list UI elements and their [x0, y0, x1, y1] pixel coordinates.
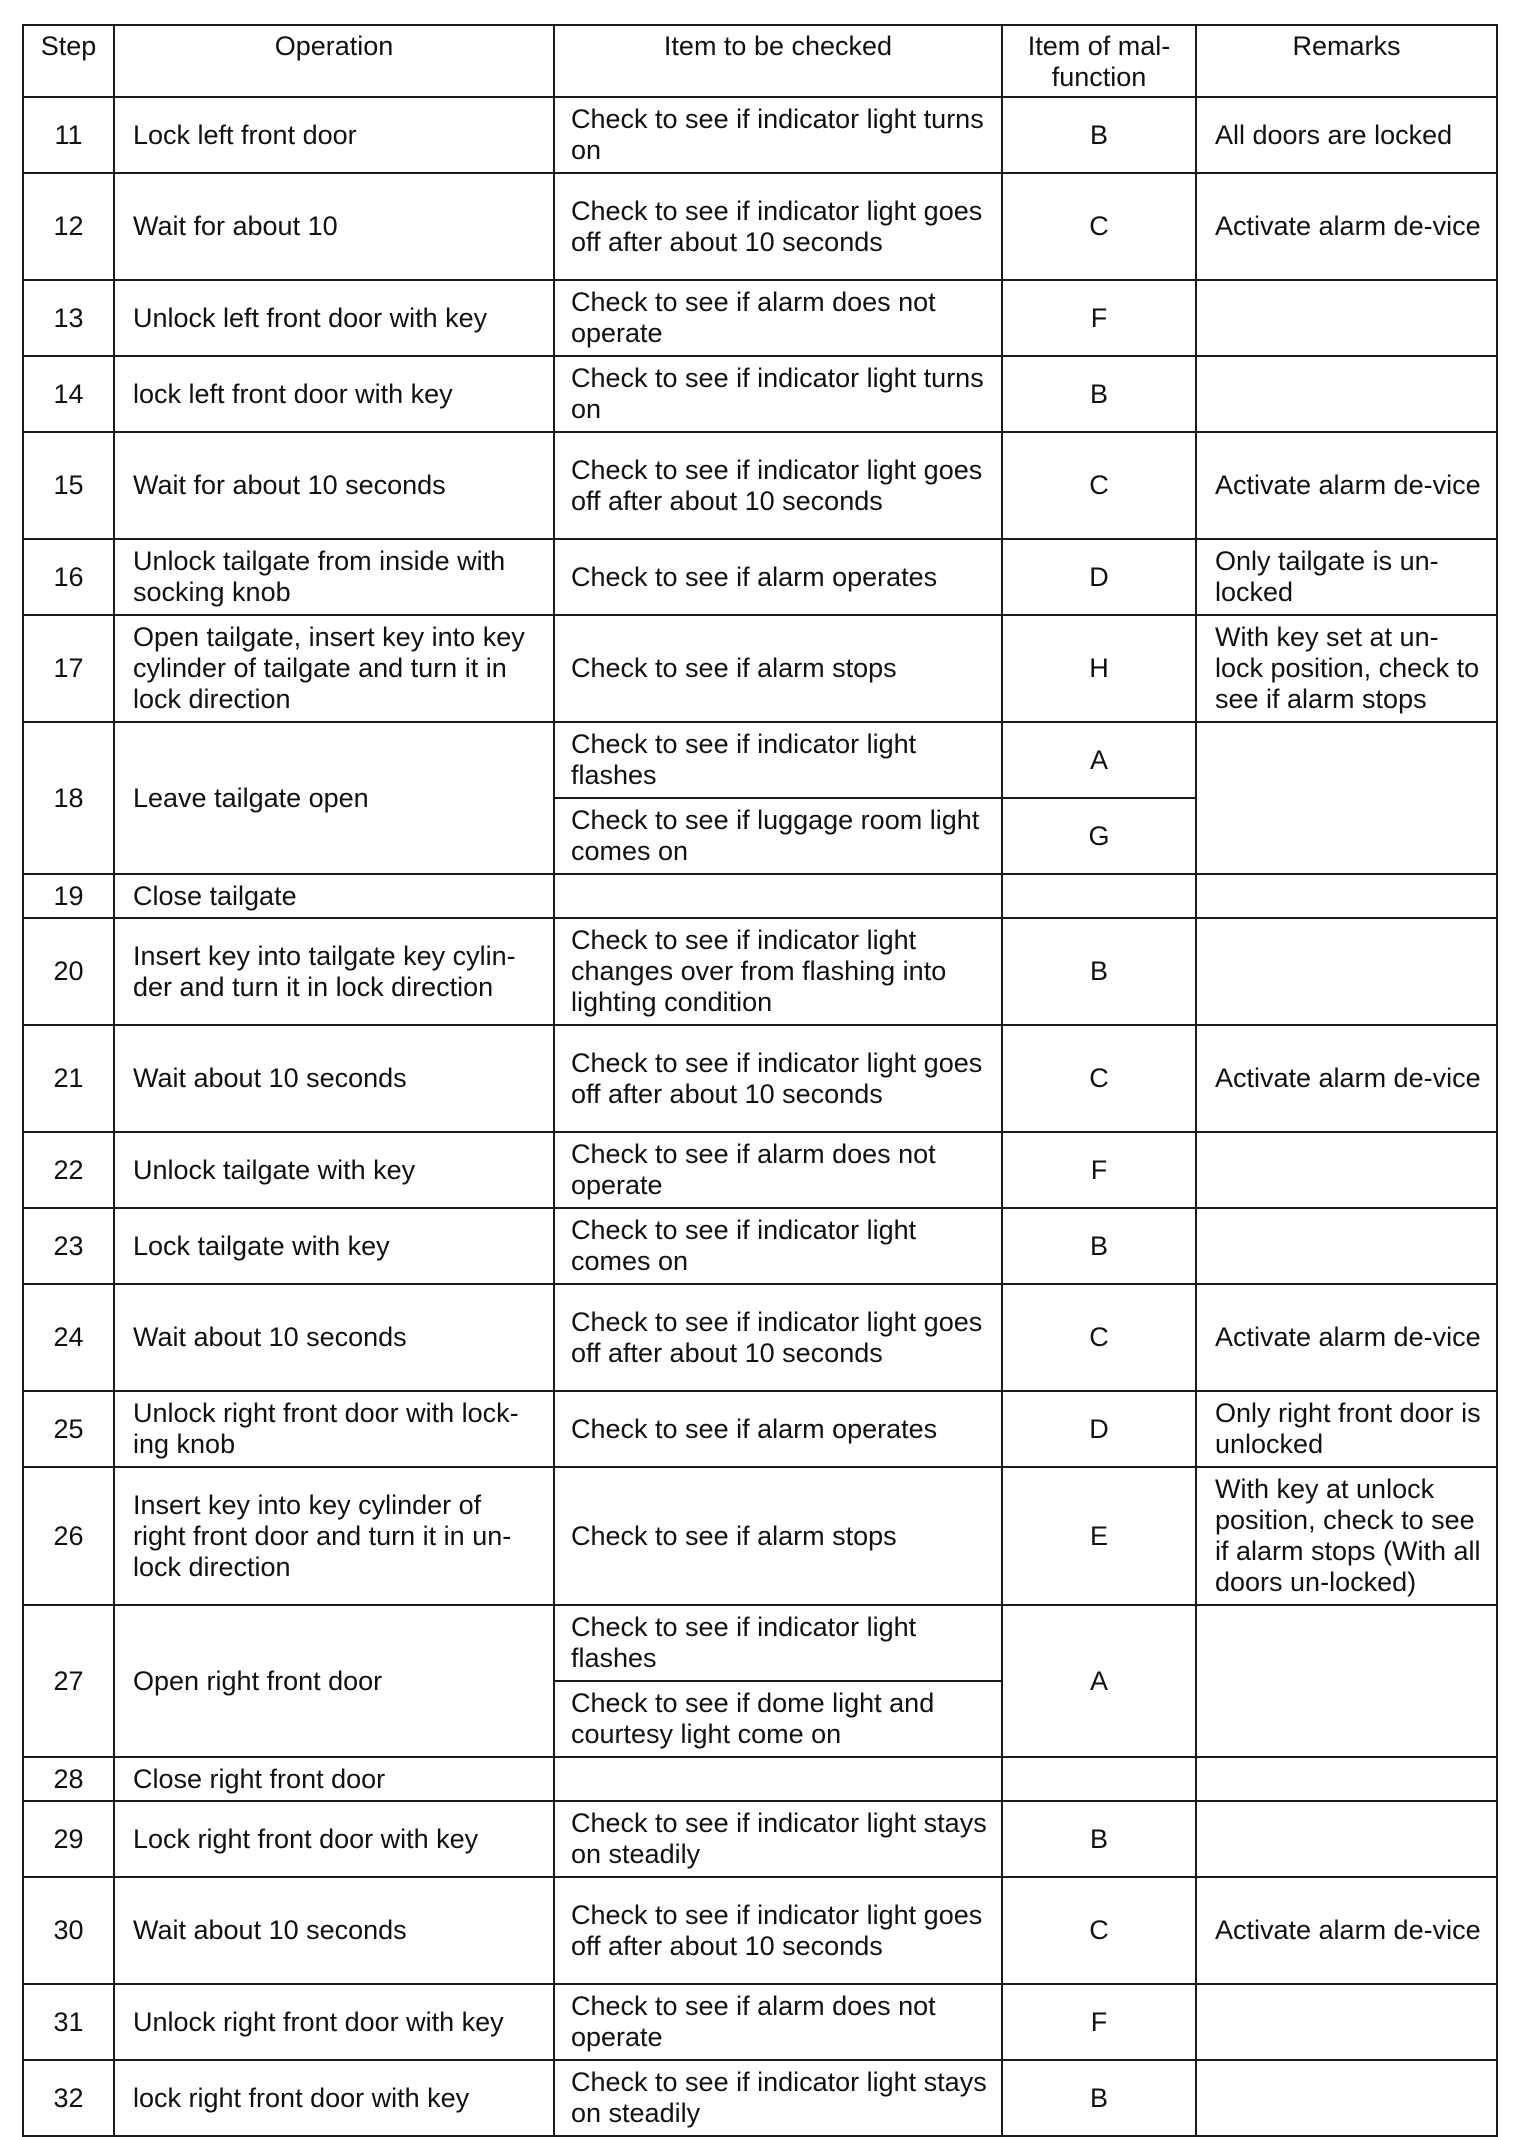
malfunction-cell: G: [1002, 798, 1196, 874]
malfunction-cell: A: [1002, 1605, 1196, 1757]
remarks-cell: Activate alarm de-vice: [1196, 1877, 1497, 1984]
malfunction-cell: B: [1002, 918, 1196, 1025]
check-cell: Check to see if indicator light turns on: [554, 97, 1002, 173]
operation-cell: Wait for about 10: [114, 173, 554, 280]
malfunction-cell: F: [1002, 280, 1196, 356]
operation-cell: Lock tailgate with key: [114, 1208, 554, 1284]
malfunction-cell: [1002, 1757, 1196, 1801]
malfunction-cell: D: [1002, 539, 1196, 615]
check-cell: Check to see if indicator light comes on: [554, 1208, 1002, 1284]
step-cell: 12: [23, 173, 114, 280]
table-row: [23, 1984, 1497, 2060]
operation-cell: lock left front door with key: [114, 356, 554, 432]
malfunction-cell: A: [1002, 722, 1196, 798]
table-row: [23, 1391, 1497, 1467]
table-row: [23, 97, 1497, 173]
remarks-cell: Activate alarm de-vice: [1196, 173, 1497, 280]
check-cell: Check to see if alarm does not operate: [554, 1984, 1002, 2060]
remarks-cell: Only right front door is unlocked: [1196, 1391, 1497, 1467]
table-row: [23, 1208, 1497, 1284]
step-cell: 23: [23, 1208, 114, 1284]
check-cell: Check to see if alarm stops: [554, 615, 1002, 722]
operation-cell: Wait for about 10 seconds: [114, 432, 554, 539]
table-row: [23, 1132, 1497, 1208]
remarks-cell: [1196, 1605, 1497, 1757]
operation-cell: Insert key into key cylinder of right front door and turn it in un-lock direction: [114, 1467, 554, 1605]
malfunction-cell: C: [1002, 1877, 1196, 1984]
remarks-cell: With key at unlock position, check to see if alarm stops (With all doors un-locked): [1196, 1467, 1497, 1605]
operation-cell: Leave tailgate open: [114, 722, 554, 874]
remarks-cell: Activate alarm de-vice: [1196, 432, 1497, 539]
malfunction-cell: C: [1002, 432, 1196, 539]
table-row: [23, 1467, 1497, 1605]
remarks-cell: With key set at un-lock position, check to see if alarm stops: [1196, 615, 1497, 722]
operation-cell: Close tailgate: [114, 874, 554, 918]
malfunction-cell: B: [1002, 2060, 1196, 2136]
remarks-cell: [1196, 1132, 1497, 1208]
table-row: [23, 918, 1497, 1025]
check-cell: Check to see if indicator light goes off after about 10 seconds: [554, 1284, 1002, 1391]
malfunction-cell: F: [1002, 1984, 1196, 2060]
table-row: [23, 432, 1497, 539]
header-operation: Operation: [114, 25, 554, 97]
remarks-cell: [1196, 280, 1497, 356]
header-item-to-be-checked: Item to be checked: [554, 25, 1002, 97]
check-cell: Check to see if indicator light goes off after about 10 seconds: [554, 432, 1002, 539]
operation-cell: Lock left front door: [114, 97, 554, 173]
table-row: [23, 1284, 1497, 1391]
step-cell: 17: [23, 615, 114, 722]
table-row: [23, 1877, 1497, 1984]
check-cell: Check to see if dome light and courtesy light come on: [554, 1681, 1002, 1757]
step-cell: 32: [23, 2060, 114, 2136]
inspection-table-container: [22, 24, 1498, 2137]
step-cell: 16: [23, 539, 114, 615]
table-row: [23, 539, 1497, 615]
check-cell: Check to see if indicator light goes off after about 10 seconds: [554, 1025, 1002, 1132]
remarks-cell: [1196, 1984, 1497, 2060]
remarks-cell: [1196, 1801, 1497, 1877]
step-cell: 26: [23, 1467, 114, 1605]
operation-cell: Open tailgate, insert key into key cylinder of tailgate and turn it in lock direction: [114, 615, 554, 722]
step-cell: 18: [23, 722, 114, 874]
header-remarks: Remarks: [1196, 25, 1497, 97]
check-cell: Check to see if indicator light flashes: [554, 722, 1002, 798]
header-item-of-malfunction: Item of mal-function: [1002, 25, 1196, 97]
step-cell: 13: [23, 280, 114, 356]
step-cell: 14: [23, 356, 114, 432]
inspection-table: [22, 24, 1498, 2137]
remarks-cell: All doors are locked: [1196, 97, 1497, 173]
malfunction-cell: E: [1002, 1467, 1196, 1605]
operation-cell: Unlock right front door with lock-ing knob: [114, 1391, 554, 1467]
header-step: Step: [23, 25, 114, 97]
malfunction-cell: B: [1002, 1208, 1196, 1284]
remarks-cell: [1196, 722, 1497, 874]
step-cell: 24: [23, 1284, 114, 1391]
remarks-cell: [1196, 2060, 1497, 2136]
remarks-cell: [1196, 1757, 1497, 1801]
malfunction-cell: C: [1002, 173, 1196, 280]
step-cell: 15: [23, 432, 114, 539]
step-cell: 22: [23, 1132, 114, 1208]
remarks-cell: [1196, 1208, 1497, 1284]
malfunction-cell: B: [1002, 356, 1196, 432]
check-cell: Check to see if alarm stops: [554, 1467, 1002, 1605]
step-cell: 25: [23, 1391, 114, 1467]
table-row: [23, 173, 1497, 280]
remarks-cell: Only tailgate is un-locked: [1196, 539, 1497, 615]
operation-cell: lock right front door with key: [114, 2060, 554, 2136]
table-row: [23, 2060, 1497, 2136]
header-row: [23, 25, 1497, 97]
malfunction-cell: C: [1002, 1284, 1196, 1391]
malfunction-cell: D: [1002, 1391, 1196, 1467]
check-cell: Check to see if indicator light stays on steadily: [554, 2060, 1002, 2136]
step-cell: 21: [23, 1025, 114, 1132]
table-row: [23, 874, 1497, 918]
malfunction-cell: [1002, 874, 1196, 918]
operation-cell: Unlock right front door with key: [114, 1984, 554, 2060]
remarks-cell: [1196, 874, 1497, 918]
table-row: [23, 615, 1497, 722]
check-cell: Check to see if indicator light changes over from flashing into lighting condition: [554, 918, 1002, 1025]
check-cell: Check to see if indicator light stays on steadily: [554, 1801, 1002, 1877]
operation-cell: Open right front door: [114, 1605, 554, 1757]
operation-cell: Wait about 10 seconds: [114, 1877, 554, 1984]
remarks-cell: [1196, 356, 1497, 432]
table-row: [23, 722, 1497, 798]
table-row: [23, 1757, 1497, 1801]
operation-cell: Wait about 10 seconds: [114, 1025, 554, 1132]
check-cell: Check to see if alarm operates: [554, 539, 1002, 615]
check-cell: Check to see if alarm operates: [554, 1391, 1002, 1467]
step-cell: 27: [23, 1605, 114, 1757]
table-row: [23, 280, 1497, 356]
table-row: [23, 1605, 1497, 1681]
operation-cell: Lock right front door with key: [114, 1801, 554, 1877]
check-cell: Check to see if indicator light goes off after about 10 seconds: [554, 173, 1002, 280]
table-body: [23, 97, 1497, 2136]
remarks-cell: Activate alarm de-vice: [1196, 1284, 1497, 1391]
step-cell: 30: [23, 1877, 114, 1984]
step-cell: 11: [23, 97, 114, 173]
malfunction-cell: B: [1002, 97, 1196, 173]
check-cell: Check to see if luggage room light comes on: [554, 798, 1002, 874]
step-cell: 31: [23, 1984, 114, 2060]
operation-cell: Unlock tailgate from inside with socking knob: [114, 539, 554, 615]
check-cell: [554, 1757, 1002, 1801]
operation-cell: Wait about 10 seconds: [114, 1284, 554, 1391]
step-cell: 28: [23, 1757, 114, 1801]
table-row: [23, 1025, 1497, 1132]
operation-cell: Unlock left front door with key: [114, 280, 554, 356]
check-cell: Check to see if indicator light turns on: [554, 356, 1002, 432]
operation-cell: Insert key into tailgate key cylin-der and turn it in lock direction: [114, 918, 554, 1025]
step-cell: 20: [23, 918, 114, 1025]
step-cell: 29: [23, 1801, 114, 1877]
table-row: [23, 1801, 1497, 1877]
remarks-cell: Activate alarm de-vice: [1196, 1025, 1497, 1132]
check-cell: [554, 874, 1002, 918]
check-cell: Check to see if alarm does not operate: [554, 280, 1002, 356]
table-row: [23, 356, 1497, 432]
malfunction-cell: H: [1002, 615, 1196, 722]
operation-cell: Close right front door: [114, 1757, 554, 1801]
malfunction-cell: C: [1002, 1025, 1196, 1132]
malfunction-cell: F: [1002, 1132, 1196, 1208]
operation-cell: Unlock tailgate with key: [114, 1132, 554, 1208]
check-cell: Check to see if indicator light flashes: [554, 1605, 1002, 1681]
step-cell: 19: [23, 874, 114, 918]
malfunction-cell: B: [1002, 1801, 1196, 1877]
check-cell: Check to see if indicator light goes off after about 10 seconds: [554, 1877, 1002, 1984]
check-cell: Check to see if alarm does not operate: [554, 1132, 1002, 1208]
remarks-cell: [1196, 918, 1497, 1025]
